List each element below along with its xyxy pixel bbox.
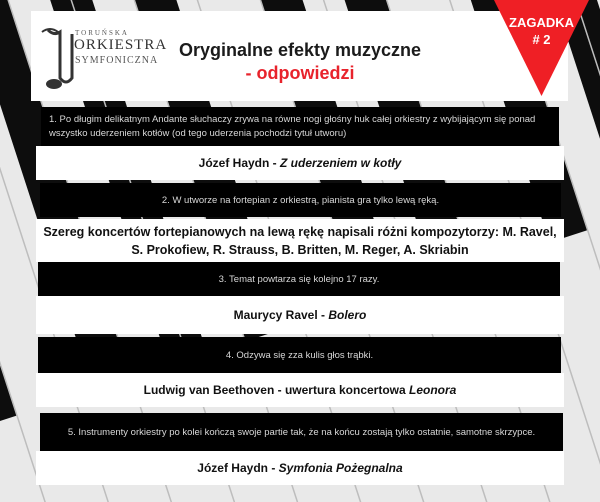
question-5: 5. Instrumenty orkiestry po kolei kończą swoje partie tak, że na końcu zostają tylko ostatnie, samotne skrzypce.: [40, 413, 563, 451]
riddle-badge-label: [494, 14, 589, 48]
answer-2: [36, 219, 564, 262]
logo-text-top: TORUŃSKA: [75, 29, 129, 37]
question-4: 4. Odzywa się zza kulis głos trąbki.: [38, 337, 561, 373]
page-title: Oryginalne efekty muzyczne: [178, 40, 422, 60]
answer-5-text: Józef Haydn -: [197, 461, 279, 475]
answer-3-title: Bolero: [328, 308, 367, 322]
riddle-badge-line2: # 2: [532, 32, 551, 47]
answer-2-text: Szereg koncertów fortepianowych na lewą rękę napisali różni kompozytorzy: M. Ravel, S. Prokofiew, R. Strauss, B. Britten, M. Reger, A. Skriabin: [43, 224, 557, 257]
question-3: 3. Temat powtarza się kolejno 17 razy.: [38, 262, 560, 296]
riddle-badge-line1: ZAGADKA: [509, 15, 574, 30]
answer-5: [36, 451, 564, 485]
answer-1-title: Z uderzeniem w kotły: [280, 156, 402, 170]
logo-text-bottom: SYMFONICZNA: [75, 55, 159, 66]
question-2: 2. W utworze na fortepian z orkiestrą, pianista gra tylko lewą ręką.: [40, 183, 561, 217]
answer-4: [36, 373, 564, 407]
answer-1: [36, 146, 564, 180]
answer-3: [36, 296, 564, 334]
answer-3-text: Maurycy Ravel -: [233, 308, 329, 322]
answer-1-text: Józef Haydn -: [198, 156, 280, 170]
logo-text-main: ORKIESTRA: [74, 37, 168, 53]
answer-5-title: Symfonia Pożegnalna: [278, 461, 403, 475]
answer-4-title: Leonora: [409, 383, 457, 397]
question-1: 1. Po długim delikatnym Andante słuchaczy zrywa na równe nogi głośny huk całej orkiestry z wybijającym się ponad wszystko uderzeniem kotłów (od tego uderzenia pochodzi tytuł utworu): [41, 107, 559, 146]
answer-4-text: Ludwig van Beethoven - uwertura koncertowa: [143, 383, 410, 397]
page-subtitle: - odpowiedzi: [245, 63, 355, 83]
